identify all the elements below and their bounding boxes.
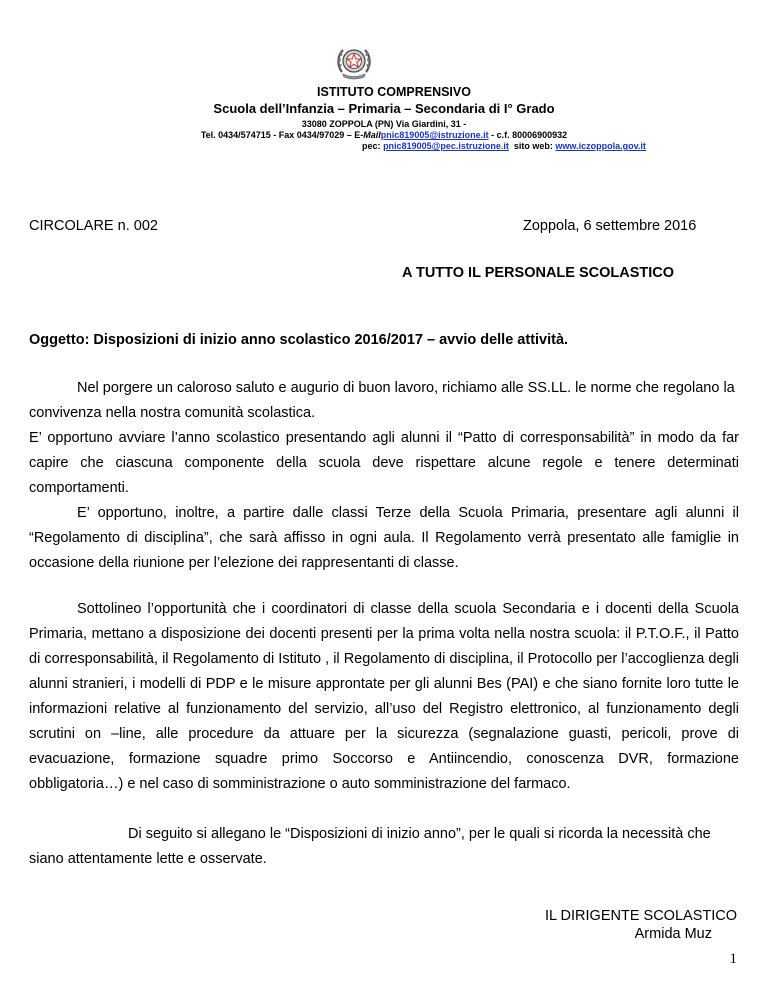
recipient: A TUTTO IL PERSONALE SCOLASTICO [402,265,675,281]
website-link[interactable]: www.iczoppola.gov.it [555,141,646,151]
signature-name: Armida Muz [634,926,712,942]
school-web-contacts [0,141,768,151]
circular-number: CIRCOLARE n. 002 [29,218,158,234]
school-name: ISTITUTO COMPRENSIVO [317,85,471,99]
pec-link[interactable]: pnic819005@pec.istruzione.it [383,141,509,151]
pec-label: pec: [362,141,384,151]
paragraph-coordinatori: Sottolineo l’opportunità che i coordinatori di classe della scuola Secondaria e i docenti della Scuola Primaria, mettano a disposizione dei docenti presenti per la prima volta nella nostra scuola: il P.T.O.F., il Patto di corresponsabilità, il Regolamento di Istituto , il Regolamento di disciplina, il Protocollo per l’accoglienza degli alunni stranieri, i modelli di PDP e le misure approntate per gli alunni Bes (PAI) e che siano fornite loro tutte le informazioni relative al funzionamento del servizio, all’uso del Registro elettronico, al funzionamento degli scrutini on –line, alle procedure da attuare per la sicurezza (segnalazione guasti, pericoli, prove di evacuazione, formazione squadre primo Soccorso e Antiincendio, conoscenza DVR, formazione obbligatoria…) e nel caso di somministrazione o auto somministrazione del farmaco. [29,601,739,792]
tax-code: - c.f. 80006900932 [488,130,568,140]
paragraph-patto: E’ opportuno avviare l’anno scolastico presentando agli alunni il “Patto di corresponsabilità” in modo da far capire che ciascuna componente della scuola deve rispettare alcune regole e tenere determinati comportamenti. [29,430,739,496]
paragraph-greeting: Nel porgere un caloroso saluto e augurio di buon lavoro, richiamo alle SS.LL. le norme che regolano la convivenza nella nostra comunità scolastica. [29,380,735,421]
italian-republic-emblem-icon [334,42,374,82]
subject-line: Oggetto: Disposizioni di inizio anno scolastico 2016/2017 – avvio delle attività. [29,332,569,348]
mail-label: Mail [363,130,381,140]
paragraph-regolamento: E’ opportuno, inoltre, a partire dalle classi Terze della Scuola Primaria, presentare agli alunni il “Regolamento di disciplina”, che sarà affisso in ogni aula. Il Regolamento verrà presentato alle famiglie in occasione della riunione per l’elezione dei rappresentanti di classe. [29,505,739,571]
school-contacts [0,130,768,140]
school-levels: Scuola dell’Infanzia – Primaria – Secondaria di I° Grado [213,101,555,116]
circular-date: Zoppola, 6 settembre 2016 [523,218,697,234]
phone-fax: Tel. 0434/574715 - Fax 0434/97029 – E- [200,130,364,140]
page-number: 1 [729,951,737,967]
paragraph-allegati: Di seguito si allegano le “Disposizioni di inizio anno”, per le quali si ricorda la necessità che siano attentamente lette e osservate. [29,826,711,867]
school-address: 33080 ZOPPOLA (PN) Via Giardini, 31 - [301,119,467,129]
email-link[interactable]: pnic819005@istruzione.it [380,130,489,140]
website-label: sito web: [513,141,556,151]
signature-title: IL DIRIGENTE SCOLASTICO [544,908,737,924]
